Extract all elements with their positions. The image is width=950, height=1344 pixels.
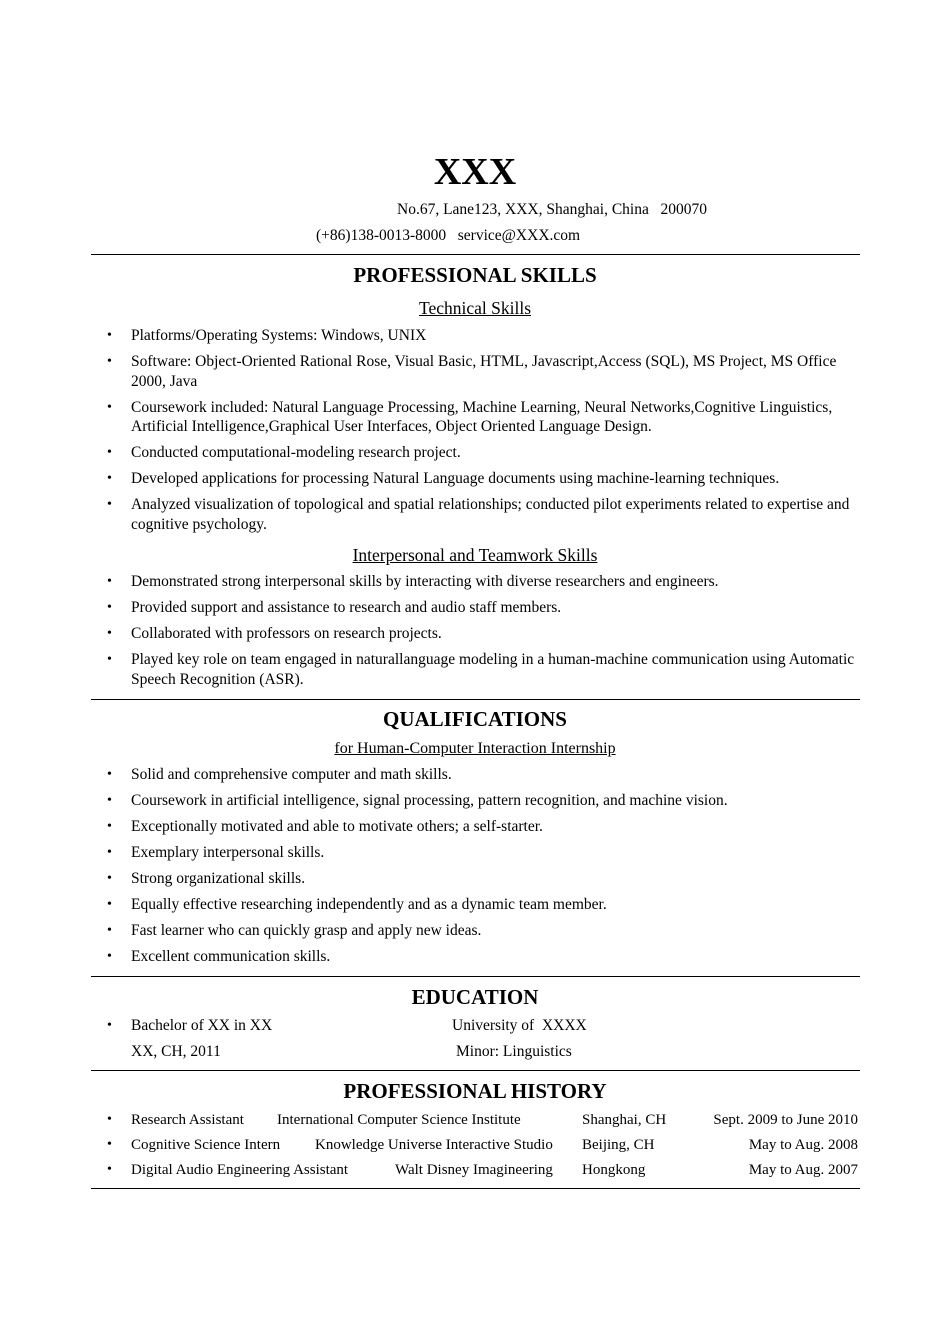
list-item: • Equally effective researching independently and as a dynamic team member. xyxy=(107,896,607,913)
bullet-icon: • xyxy=(107,497,112,512)
list-item: • Developed applications for processing Natural Language documents using machine-learning techniques. xyxy=(107,470,780,487)
bullet-icon: • xyxy=(107,328,112,343)
list-item: • Analyzed visualization of topological and spatial relationships; conducted pilot experiments related to expertise and cognitive psychology. xyxy=(107,496,850,533)
divider xyxy=(91,699,860,700)
contact-line: (+86)138-0013-8000 service@XXX.com xyxy=(316,227,581,244)
subsection-title-interpersonal: Interpersonal and Teamwork Skills xyxy=(352,545,598,565)
interpersonal-skills-list xyxy=(0,572,861,696)
address-line: No.67, Lane123, XXX, Shanghai, China 200070 xyxy=(397,201,707,218)
bullet-icon: • xyxy=(107,819,112,834)
bullet-icon: • xyxy=(107,1112,112,1127)
technical-skills-list xyxy=(0,326,861,541)
history-role: Cognitive Science Intern xyxy=(131,1137,281,1153)
bullet-icon: • xyxy=(107,871,112,886)
university: University of XXXX xyxy=(452,1017,587,1034)
section-title-qualifications: QUALIFICATIONS xyxy=(383,707,567,731)
bullet-icon: • xyxy=(107,1018,112,1033)
section-title-history: PROFESSIONAL HISTORY xyxy=(343,1079,607,1103)
bullet-icon: • xyxy=(107,626,112,641)
list-item: • Coursework in artificial intelligence, signal processing, pattern recognition, and machine vision. xyxy=(107,792,728,809)
history-place: Shanghai, CH xyxy=(582,1112,667,1128)
bullet-icon: • xyxy=(107,600,112,615)
section-title-education: EDUCATION xyxy=(411,985,539,1009)
history-org: Knowledge Universe Interactive Studio xyxy=(315,1137,553,1153)
list-item: • Software: Object-Oriented Rational Rose, Visual Basic, HTML, Javascript,Access (SQL), MS Project, MS Office 2000, Java xyxy=(107,353,837,390)
bullet-icon: • xyxy=(107,897,112,912)
location-year: XX, CH, 2011 xyxy=(131,1043,221,1060)
bullet-icon: • xyxy=(107,845,112,860)
list-item: • Platforms/Operating Systems: Windows, UNIX xyxy=(107,327,427,344)
list-item: • Strong organizational skills. xyxy=(107,870,306,887)
history-place: Beijing, CH xyxy=(582,1137,655,1153)
list-item: • Provided support and assistance to research and audio staff members. xyxy=(107,599,562,616)
list-item: • Demonstrated strong interpersonal skills by interacting with diverse researchers and engineers. xyxy=(107,573,719,590)
qualifications-list xyxy=(0,765,861,973)
bullet-icon: • xyxy=(107,399,112,415)
list-item: • Exemplary interpersonal skills. xyxy=(107,844,325,861)
minor: Minor: Linguistics xyxy=(456,1043,572,1060)
history-dates: Sept. 2009 to June 2010 xyxy=(713,1112,858,1128)
list-item: • Exceptionally motivated and able to motivate others; a self-starter. xyxy=(107,818,543,835)
bullet-icon: • xyxy=(107,354,112,369)
bullet-icon: • xyxy=(107,793,112,808)
bullet-icon: • xyxy=(107,652,112,667)
bullet-icon: • xyxy=(107,767,112,782)
bullet-icon: • xyxy=(107,574,112,589)
divider xyxy=(91,254,860,255)
history-org: Walt Disney Imagineering xyxy=(395,1162,553,1178)
divider xyxy=(91,1188,860,1189)
history-dates: May to Aug. 2008 xyxy=(748,1137,858,1153)
history-org: International Computer Science Institute xyxy=(277,1112,521,1128)
bullet-icon: • xyxy=(107,471,112,486)
list-item: • Coursework included: Natural Language Processing, Machine Learning, Neural Networks,Cognitive Linguistics, Artificial Intelligence,Graphical User Interfaces, Object Oriented Language Design. xyxy=(107,398,833,435)
section-title-skills: PROFESSIONAL SKILLS xyxy=(353,263,597,287)
subsection-title-qualifications: for Human-Computer Interaction Internship xyxy=(334,740,616,757)
history-dates: May to Aug. 2007 xyxy=(748,1162,858,1178)
history-role: Digital Audio Engineering Assistant xyxy=(131,1162,349,1178)
divider xyxy=(91,1070,860,1071)
subsection-title-technical: Technical Skills xyxy=(418,298,531,318)
list-item: • Played key role on team engaged in naturallanguage modeling in a human-machine communication using Automatic Speech Recognition (ASR). xyxy=(107,651,855,688)
history-role: Research Assistant xyxy=(131,1112,244,1128)
list-item: • Collaborated with professors on research projects. xyxy=(107,625,442,642)
divider xyxy=(91,976,860,977)
list-item: • Solid and comprehensive computer and math skills. xyxy=(107,766,452,783)
resume-name: XXX xyxy=(433,151,517,193)
degree: Bachelor of XX in XX xyxy=(131,1017,273,1034)
bullet-icon: • xyxy=(107,1162,112,1177)
bullet-icon: • xyxy=(107,923,112,938)
history-place: Hongkong xyxy=(582,1162,646,1178)
bullet-icon: • xyxy=(107,445,112,460)
list-item: • Excellent communication skills. xyxy=(107,948,331,965)
list-item: • Fast learner who can quickly grasp and apply new ideas. xyxy=(107,922,482,939)
bullet-icon: • xyxy=(107,1137,112,1152)
list-item: • Conducted computational-modeling research project. xyxy=(107,444,461,461)
bullet-icon: • xyxy=(107,949,112,964)
